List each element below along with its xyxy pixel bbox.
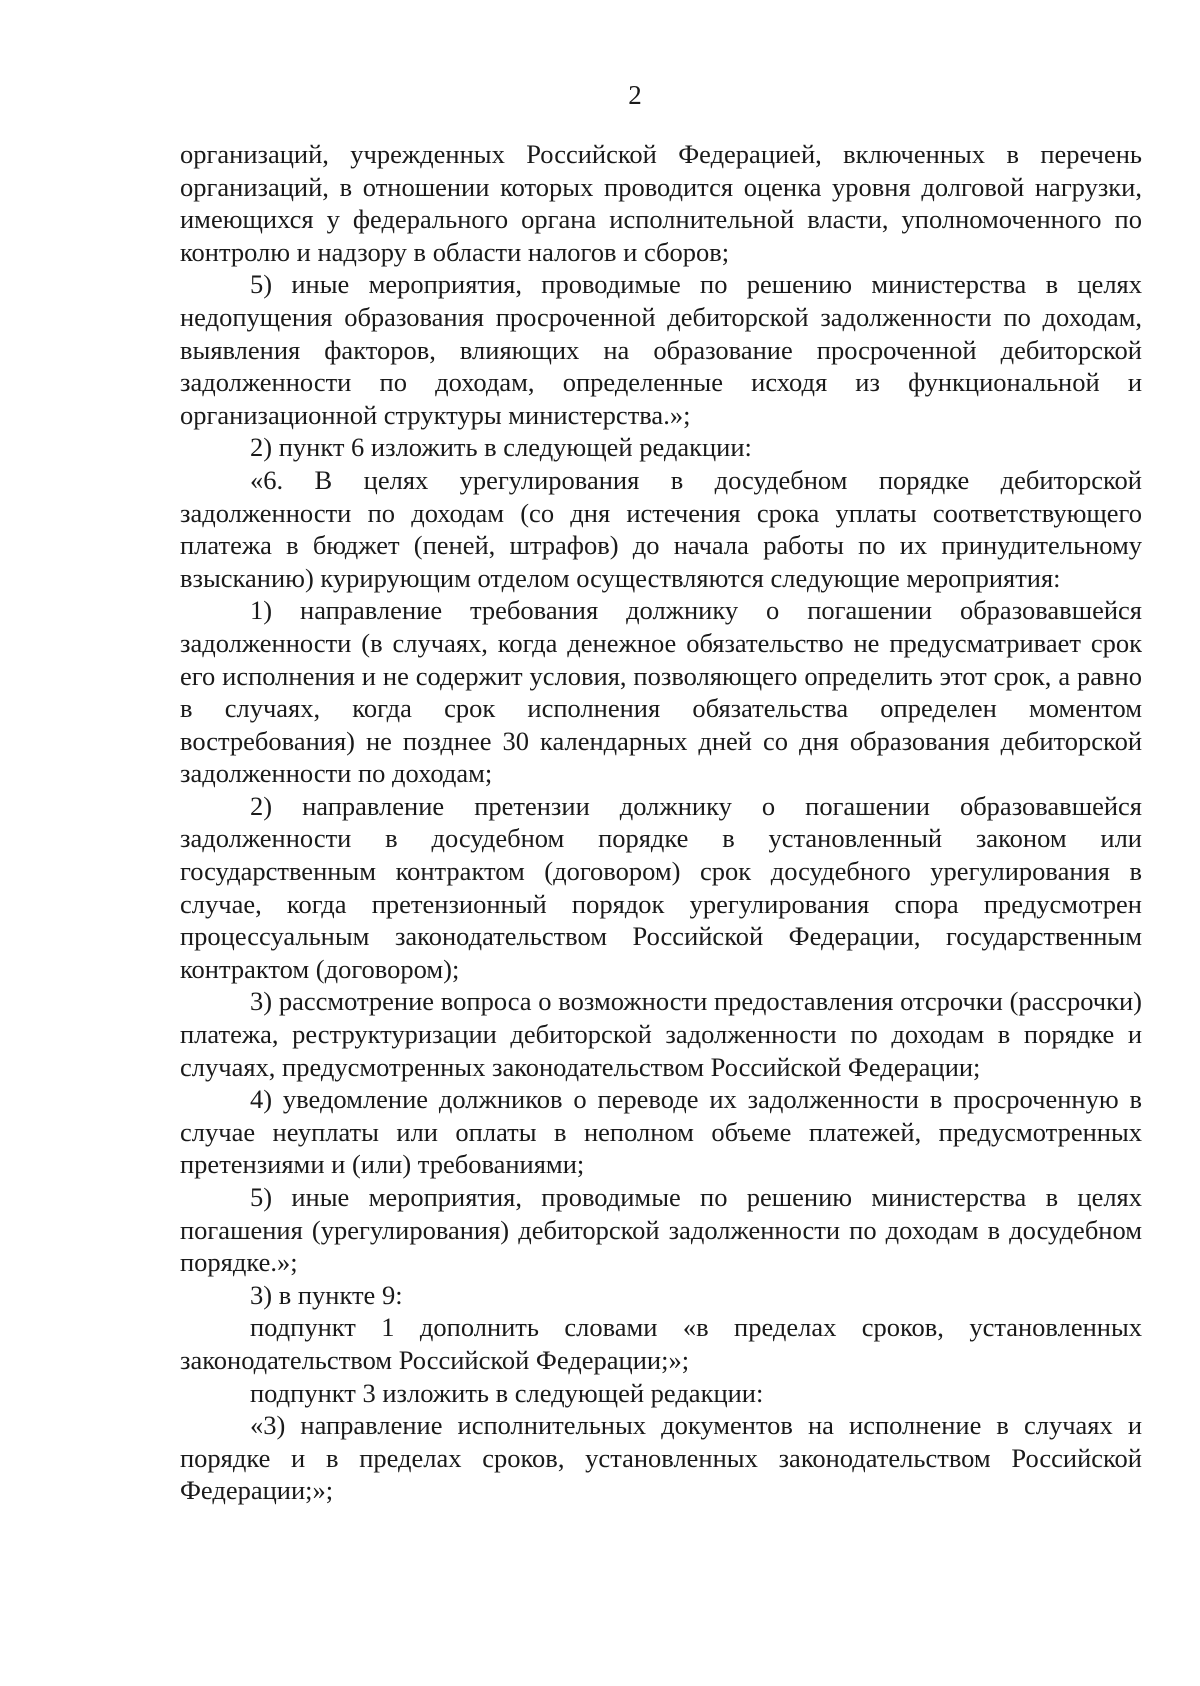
paragraph: 1) направление требования должнику о погашении образовавшейся задолженности (в случаях, когда денежное обязательство не предусматривает срок его исполнения и не содержит условия, позволяющего определить этот срок, а равно в случаях, когда срок исполнения обязательства определен моментом востребования) не позднее 30 календарных дней со дня образования дебиторской задолженности по доходам;: [180, 595, 1142, 789]
paragraph: 4) уведомление должников о переводе их задолженности в просроченную в случае неуплаты или оплаты в неполном объеме платежей, предусмотренных претензиями и (или) требованиями;: [180, 1084, 1142, 1180]
paragraph: подпункт 1 дополнить словами «в пределах сроков, установленных законодательством Российской Федерации;»;: [180, 1312, 1142, 1375]
paragraph: «3) направление исполнительных документов на исполнение в случаях и порядке и в пределах сроков, установленных законодательством Российской Федерации;»;: [180, 1410, 1142, 1506]
paragraph: 5) иные мероприятия, проводимые по решению министерства в целях недопущения образования просроченной дебиторской задолженности по доходам, выявления факторов, влияющих на образование просроченной дебиторской задолженности по доходам, определенные исходя из функциональной и организационной структуры министерства.»;: [180, 269, 1142, 430]
page-number: 2: [628, 80, 642, 110]
paragraph: подпункт 3 изложить в следующей редакции:: [250, 1377, 764, 1408]
paragraph: 5) иные мероприятия, проводимые по решению министерства в целях погашения (урегулирования) дебиторской задолженности по доходам в досудебном порядке.»;: [180, 1182, 1142, 1278]
document-body: [180, 138, 1142, 1507]
paragraph: организаций, учрежденных Российской Федерацией, включенных в перечень организаций, в отношении которых проводится оценка уровня долговой нагрузки, имеющихся у федерального органа исполнительной власти, уполномоченного по контролю и надзору в области налогов и сборов;: [180, 139, 1142, 267]
paragraph: «6. В целях урегулирования в досудебном порядке дебиторской задолженности по доходам (со дня истечения срока уплаты соответствующего платежа в бюджет (пеней, штрафов) до начала работы по их принудительному взысканию) курирующим отделом осуществляются следующие мероприятия:: [180, 464, 1142, 593]
paragraph: 3) в пункте 9:: [250, 1279, 403, 1310]
paragraph: 2) направление претензии должнику о погашении образовавшейся задолженности в досудебном порядке в установленный законом или государственным контрактом (договором) срок досудебного урегулирования в случае, когда претензионный порядок урегулирования спора предусмотрен процессуальным законодательством Российской Федерации, государственным контрактом (договором);: [180, 790, 1142, 984]
paragraph: 3) рассмотрение вопроса о возможности предоставления отсрочки (рассрочки) платежа, реструктуризации дебиторской задолженности по доходам в порядке и случаях, предусмотренных законодательством Российской Федерации;: [180, 986, 1142, 1082]
paragraph: 2) пункт 6 изложить в следующей редакции:: [250, 432, 752, 463]
